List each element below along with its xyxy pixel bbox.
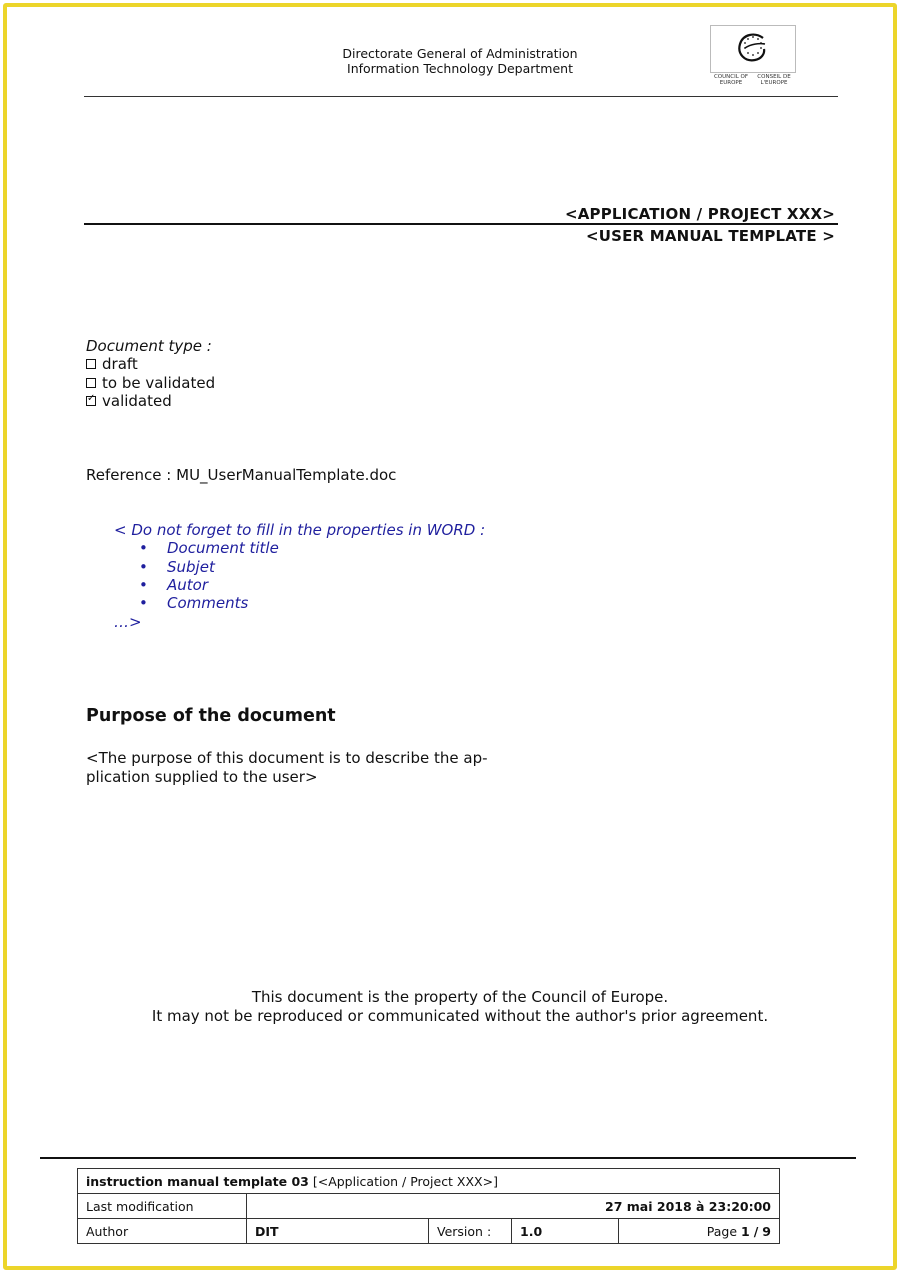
note-item-text: Comments: [167, 594, 249, 612]
footer-table: [77, 1168, 780, 1244]
purpose-paragraph: [86, 749, 506, 787]
page-separator: /: [753, 1223, 759, 1239]
header-line-2: Information Technology Department: [347, 61, 573, 76]
author-value: DIT: [247, 1219, 429, 1244]
note-item-text: Document title: [167, 539, 279, 557]
manual-title: <USER MANUAL TEMPLATE >: [585, 227, 835, 245]
page-frame: [3, 3, 897, 1270]
checkbox-to-be-validated[interactable]: [86, 374, 215, 392]
header-divider: [84, 96, 838, 97]
checkbox-label: validated: [102, 392, 172, 410]
note-list-item: [139, 558, 215, 576]
note-ending: …>: [114, 613, 142, 631]
project-name: [<Application / Project XXX>]: [312, 1173, 498, 1189]
title-divider: [84, 223, 838, 225]
checkbox-draft[interactable]: [86, 355, 138, 373]
footer-row-template: [78, 1169, 780, 1194]
bullet-icon: •: [139, 594, 148, 612]
checkbox-label: draft: [102, 355, 138, 373]
purpose-line-1: <The purpose of this document is to describe the ap-: [86, 749, 488, 767]
logo-frame: [710, 25, 796, 73]
logo-caption-fr: CONSEIL DE L'EUROPE: [757, 74, 791, 86]
note-list-item: [139, 539, 279, 557]
version-label: Version :: [429, 1219, 512, 1244]
bullet-icon: •: [139, 539, 148, 557]
logo-caption-en: COUNCIL OF EUROPE: [713, 74, 749, 86]
footer-template-cell: [78, 1169, 780, 1194]
page-label: Page: [706, 1223, 738, 1239]
note-item-text: Subjet: [167, 558, 215, 576]
council-of-europe-logo: [710, 25, 796, 87]
author-label: Author: [78, 1219, 247, 1244]
footer-row-modification: [78, 1194, 780, 1219]
page-current: 1: [741, 1223, 750, 1239]
last-modification-label: Last modification: [78, 1194, 247, 1219]
document-type-label: Document type :: [86, 337, 212, 355]
reference-line: Reference : MU_UserManualTemplate.doc: [86, 466, 397, 484]
note-list-item: [139, 594, 248, 612]
footer-divider: [40, 1157, 856, 1159]
version-value: 1.0: [512, 1219, 619, 1244]
page-number: [619, 1219, 780, 1244]
footer-row-author: [78, 1219, 780, 1244]
word-properties-note: < Do not forget to fill in the properties in WORD :: [114, 521, 486, 539]
checkbox-empty-icon[interactable]: [86, 359, 96, 369]
application-title: <APPLICATION / PROJECT XXX>: [564, 205, 835, 223]
last-modification-value: 27 mai 2018 à 23:20:00: [247, 1194, 780, 1219]
checkbox-label: to be validated: [102, 374, 216, 392]
purpose-line-2: plication supplied to the user>: [86, 768, 318, 786]
header-line-1: Directorate General of Administration: [342, 46, 578, 61]
bullet-icon: •: [139, 576, 148, 594]
bullet-icon: •: [139, 558, 148, 576]
note-item-text: Autor: [167, 576, 208, 594]
checkbox-checked-icon[interactable]: ✓: [87, 393, 96, 404]
template-name: instruction manual template 03: [86, 1173, 309, 1189]
note-list-item: [139, 576, 208, 594]
checkbox-validated[interactable]: [86, 392, 172, 410]
purpose-heading: Purpose of the document: [86, 706, 336, 726]
council-of-europe-emblem-icon: [711, 26, 795, 72]
property-notice-line-2: It may not be reproduced or communicated without the author's prior agreement.: [151, 1007, 769, 1025]
header-department: [250, 46, 670, 76]
property-notice-line-1: This document is the property of the Council of Europe.: [251, 988, 669, 1006]
property-notice: [100, 988, 820, 1026]
checkbox-empty-icon[interactable]: [86, 378, 96, 388]
page-total: 9: [762, 1223, 771, 1239]
